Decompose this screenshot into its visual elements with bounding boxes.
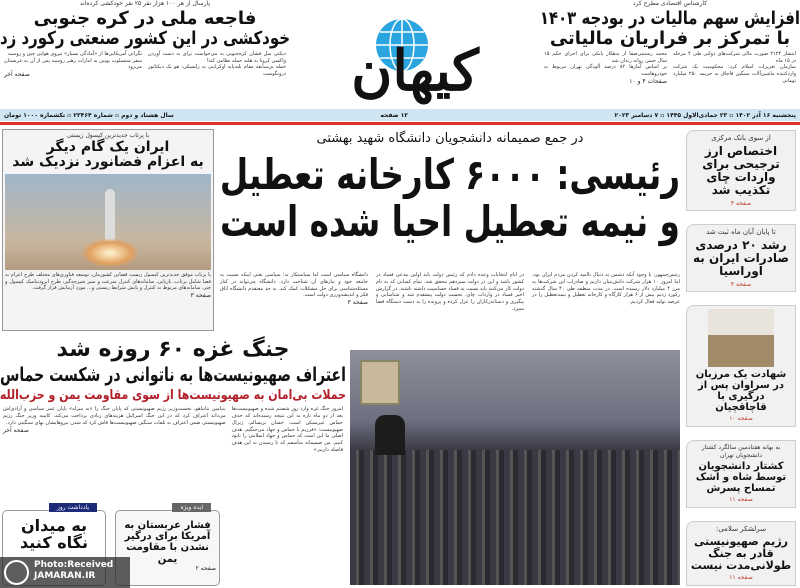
headline: رئیسی: ۶۰۰۰ کارخانه تعطیل — [219, 149, 680, 199]
lead-body — [220, 272, 680, 313]
rocket-photo — [5, 174, 211, 270]
date: پنجشنبه ۱۶ آذر ۱۴۰۲ ▫ ۲۳ جمادی‌الاول ۱۴۴۵ ▫ ۷ دسامبر ۲۰۲۳ — [614, 111, 796, 119]
news-item: محمد رستمی‌صفا از بدهکار بانکی برای اجرای حکم ۱۵ سال حبس روانه زندان شد — [544, 50, 667, 64]
page-ref: صفحات ۴ و ۱۰ — [629, 77, 667, 85]
tag: یادداشت روز — [49, 503, 97, 512]
headline: کشتار دانشجویان توسط شاه و اشک تمساح پسرش — [695, 461, 787, 495]
news-item: نگرانی آمریکایی‌ها از «آمادگی بسیار» نیروی هوایی چین و روسیه — [7, 50, 142, 57]
headline: فشار عربستان به آمریکا برای درگیر نشدن با مقاومت یمن — [124, 520, 211, 565]
kicker: با پرتاب جدیدترین کپسول زیستی — [66, 132, 150, 139]
sidebar-story — [686, 440, 796, 508]
kicker: پارسال از هر ۱۰۰ هزار نفر ۲۵ نفر خودکشی کرده‌اند — [79, 0, 211, 7]
sidebar-story — [686, 130, 796, 211]
note-box-special — [115, 504, 220, 586]
watermark-line: Photo:Received — [34, 560, 114, 570]
headline: رژیم صهیونیستی قادر به جنگ طولانی‌مدت نیست — [690, 534, 792, 573]
kicker: در جمع صمیمانه دانشجویان دانشگاه شهید بهشتی — [316, 131, 584, 146]
body-text: در ایام انتخابات وعده دادم که رئیس دولت باید اولین مدعی فساد در کشور باشد و این در دولت سیزدهم محقق شد. تمام کسانی که به نام دولت کار می‌کنند باید نسبت به فساد حساسیت داشته باشند. در گزارش اخیر فساد در واردات چای، نخست دولت پیشقدم شد و شناسایی و پیگیری و دستاندرکاران را عزل کرده و پرونده را به دست دستگاه قضا سپرد. — [376, 272, 524, 312]
headline: با تمرکز بر فراریان مالیاتی — [549, 27, 791, 49]
kicker: از سوی بانک مرکزی — [711, 134, 771, 142]
page-ref: صفحه ۳ — [347, 299, 368, 306]
body-text: بنیامین نتانیاهو، نخست‌وزیر رژیم صهیونیستی که پایان جنگ را «به منزله» پایان عمر سیاسی و آزادی‌اش می‌داند اعتراف کرد که در این جنگ اسرائیل هزینه‌های زیادی پرداخت می‌کند. کابینه وزیر جنگ رژیم صهیونیستی ضمن اعتراف به تلفات سنگین صهیونیست‌ها فاش کرد که شدن نیروهایشان بهای سنگینی دارد. — [3, 406, 226, 426]
news-item: سازمان تعزیرات اسلام کرد: محکومیت یک شرکت واردکننده ماشین‌آلات سنگین قاچاق به جریمه ۲۵۰ میلیارد تومانی — [673, 64, 796, 84]
headline: جنگ غزه ۶۰ روزه شد — [56, 337, 290, 362]
headline: افزایش سهم مالیات در بودجه ۱۴۰۳ — [539, 7, 800, 29]
body-text: امروز جنگ غزه وارد روز شصتم شده و صهیونیست‌ها بعد از دو ماه تازه به این نتیجه رسیده‌اند که حذف حماس غیرممکن است. حسان بریسالم، ژنرال صهیونیست: «فرزیم با حماس و جهاد می‌جنگیم. هدف اصلی ما این است که حماس و جهاد اسلامی را نابود کنیم. من صمیمانه متأسفم که تا رسیدن به این هدف فاصله داریم.» — [231, 406, 343, 453]
page-ref: صفحه ۱۱ — [729, 574, 753, 582]
subheadline: حملات بی‌امان به صهیونیست‌ها از سوی مقاومت یمن و حزب‌الله — [0, 387, 347, 403]
masthead-logo — [290, 5, 540, 105]
lead-photo — [350, 350, 680, 585]
kicker: کارشناس اقتصادی مطرح کرد — [632, 0, 708, 7]
logo-text: کیهان — [351, 38, 479, 104]
watermark-line: JAMARAN.IR — [34, 570, 96, 581]
sidebar-story — [686, 521, 796, 586]
page-count: ۱۲ صفحه — [380, 111, 408, 119]
rocket-story — [2, 129, 214, 331]
page-ref: صفحه ۴ — [730, 199, 752, 207]
soldier-photo — [708, 309, 774, 367]
headline: ایران یک گام دیگر — [46, 138, 170, 155]
headline: فاجعه ملی در کره جنوبی — [33, 7, 257, 29]
issue-info: سال هشتاد و دوم ▫ شماره ۲۳۴۶۴ ▫ تکشماره ۱۰۰۰ تومان — [4, 111, 174, 119]
news-item: دیکتی میل فشان کره‌جنوبی به می‌خواست برای به دست آوردن واکسن کرونا به هلند حمله نظامی کند! — [148, 50, 286, 64]
gaza-story — [0, 338, 346, 454]
caption: با پرتاب موفق جدیدترین کپسول زیست فضایی کشورمان، توسعه فناوری‌های مختلف طرح اعزام به فضا شامل پرتاب، بازیابی، سامانه‌های کنترل سرعت و سیر شیرجه‌گیر، طرح ایرودینامیک کپسول و چتر، سامانه‌های مربوط به کنترل و پایش شرایط زیستی و... مورد آزمایش قرار گرفت. — [5, 271, 211, 292]
watermark — [0, 557, 130, 588]
page-ref: صفحه ۴ — [730, 280, 752, 288]
headline: شهادت یک مرزبان در سراوان پس از درگیری با قاچاقچیان — [695, 369, 787, 414]
date-bar — [0, 109, 800, 121]
headline: به میدان نگاه کنید — [20, 516, 88, 552]
headline: اعتراف صهیونیست‌ها به ناتوانی در شکست حماس — [0, 363, 346, 386]
page-ref: صفحه ۲ — [195, 564, 216, 572]
page-ref: صفحه آخر — [3, 426, 29, 434]
page-ref: صفحه ۱۰ — [729, 415, 753, 423]
page-ref: صفحه آخر — [4, 71, 30, 79]
news-item: انتشار ۲۱۲۴ صورت مالی شرکت‌های دولتی طی ۴ مرحله در ۱۵ ماه — [673, 50, 797, 64]
headline: خودکشی در این کشور صنعتی رکورد زد — [0, 27, 291, 49]
lead-story — [220, 132, 680, 245]
headline: اختصاص ارز ترجیحی برای واردات چای تکذیب شد — [702, 143, 780, 198]
sidebar — [686, 130, 796, 586]
page-ref: صفحه ۱۱ — [729, 496, 753, 504]
headline: به اعزام فضانورد نزدیک شد — [12, 154, 204, 171]
headline: و نیمه تعطیل احیا شده است — [220, 196, 680, 246]
sidebar-story — [686, 224, 796, 292]
news-item: حمله بی‌سابقه مقام بلندپایه اوکراینی به زلنسکی: هو یک دیکتاتور درونگوست — [148, 64, 286, 78]
top-left-story — [0, 0, 290, 106]
kicker: تا پایان آبان ماه ثبت شد — [706, 228, 776, 237]
divider — [0, 122, 800, 125]
top-right-story — [540, 0, 800, 106]
sidebar-story — [686, 305, 796, 427]
kicker: به بهانه هفتادمین سالگرد کشتار دانشجویان تهران — [701, 444, 781, 459]
news-item: سفر منتسلوت پوتین به امارات رهبر روسیه پس از آن به عربستان می‌رود — [4, 57, 142, 71]
body-text: دانشگاه سیاسی است اما سیاستکار نه؛ سیاسی یعنی اینکه نسبت به جامعه خود و نیازهای آن شناخت دارد. دانشگاه می‌تواند در کنار مسئله‌شناسی برای حل مشکلات کمک کند. به جد معتقدم دانشگاه اتاق فکر و اندیشه‌ورزی دولت است. — [220, 272, 368, 299]
headline: رشد ۲۰ درصدی صادرات ایران به اوراسیا — [693, 238, 789, 279]
kicker: سرلشکر سلامی: — [715, 525, 767, 534]
page-ref: صفحه ۳ — [190, 292, 211, 300]
news-item: بر اساس آمارها ۸۲ درصد آلودگی تهران مربوط به خودروهاست — [544, 64, 667, 78]
tag: ایده ویژه — [172, 503, 211, 512]
body-text: رئیس‌جمهور: با وجود آنکه دشمن به دنبال ناامید کردن مردم ایران بود، اما امروز ۱۰ هزار شرکت دانش‌بنیان داریم و صادرات این شرکت‌ها به مرز ۴ میلیارد دلار رسیده است. در مدت منطقه طی ۴۰ سال گذشته رکورد زدیم بیش از ۶ هزار کارگاه و کارخانه تعطیل و نیمه‌تعطیل را در عرصه تولید فعال کردیم. — [532, 272, 680, 305]
